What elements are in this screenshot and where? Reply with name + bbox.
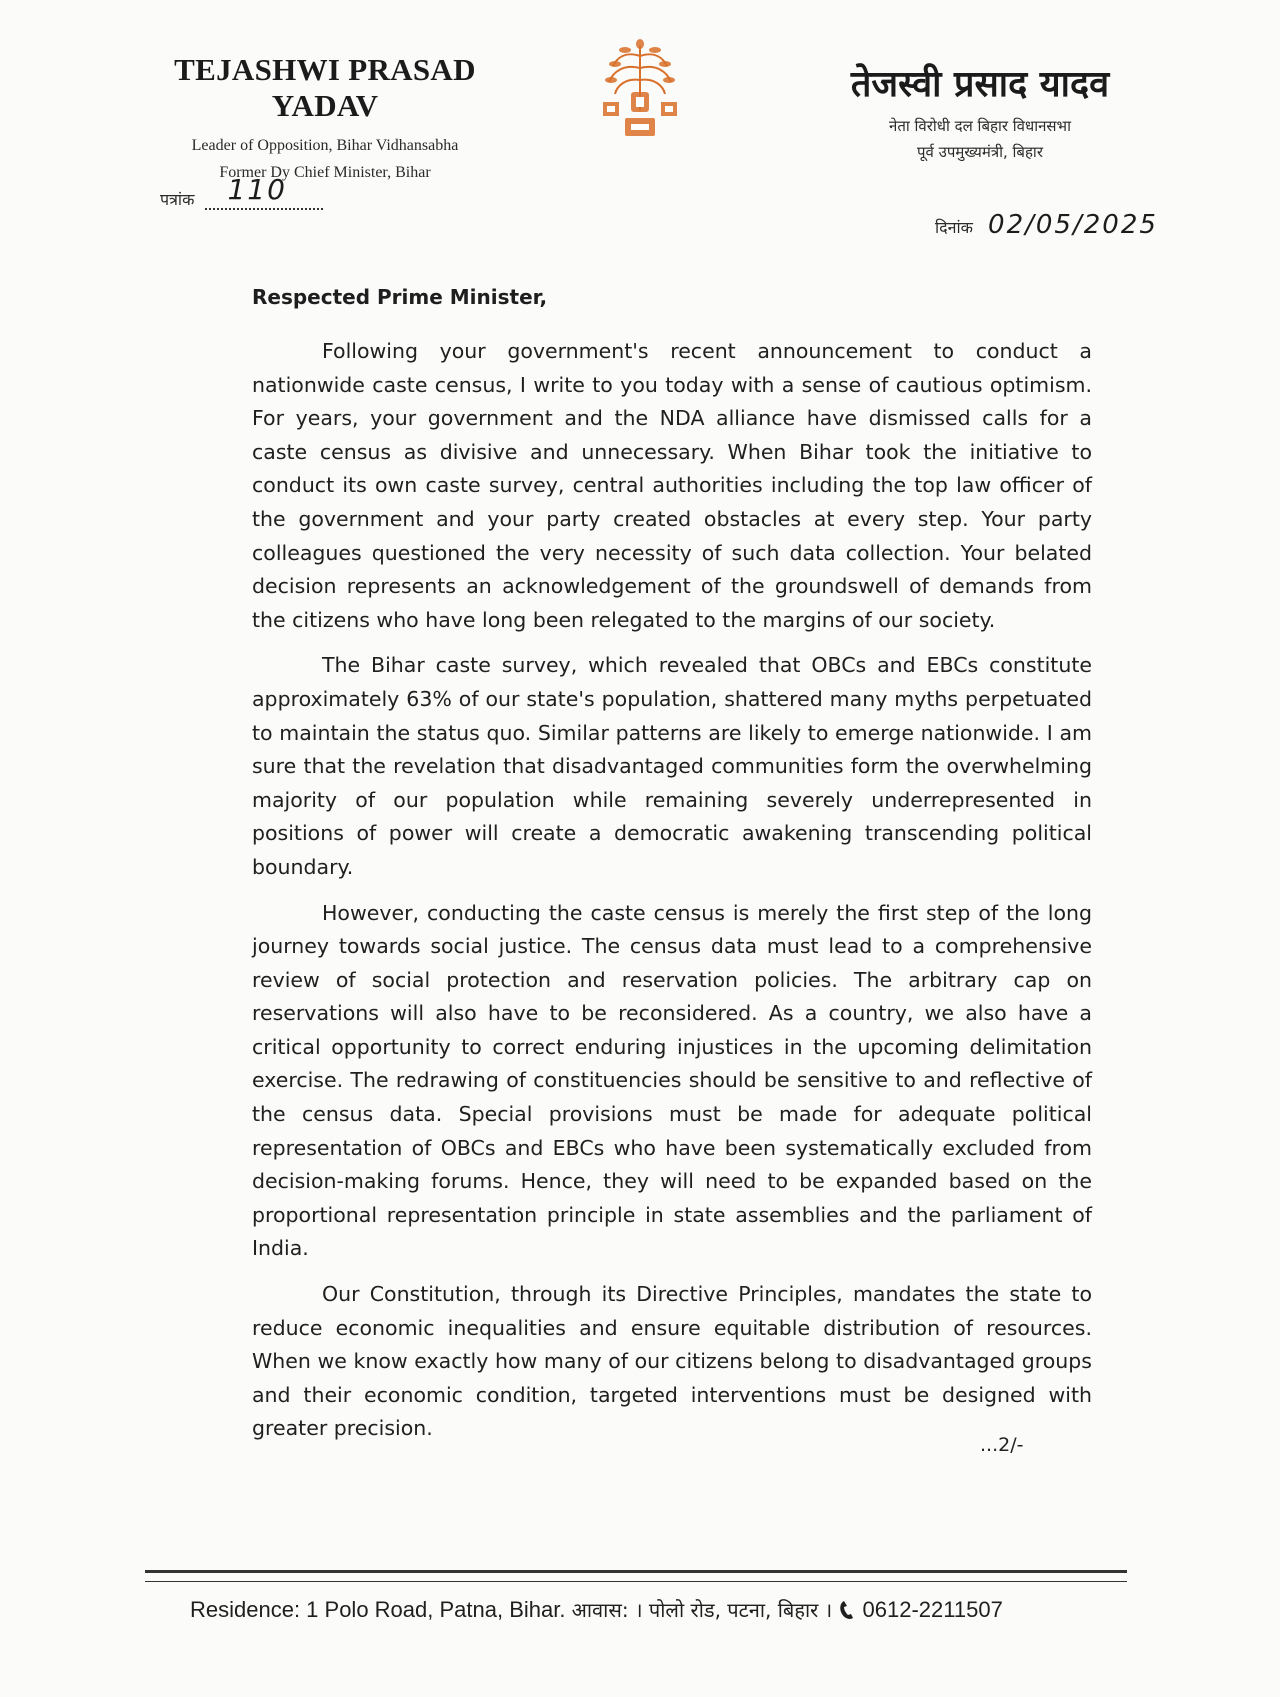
letterhead-hindi bbox=[800, 58, 1160, 165]
sender-name-english: TEJASHWI PRASAD YADAV bbox=[174, 52, 476, 123]
page-continuation: ...2/- bbox=[980, 1434, 1024, 1456]
reference-line bbox=[205, 173, 323, 210]
residence-hindi: आवास: । पोलो रोड, पटना, बिहार । bbox=[571, 1598, 833, 1622]
sender-title-english-1: Leader of Opposition, Bihar Vidhansabha bbox=[191, 137, 459, 154]
paragraph: However, conducting the caste census is merely the first step of the long journey towards social justice. The census data must lead to a comprehensive review of social protection and reservation policies. The arbitrary cap on reservations will also have to be reconsidered. As a country, we also have a critical opportunity to correct enduring injustices in the upcoming delimitation exercise. The redrawing of constituencies should be sensitive to and reflective of the census data. Special provisions must be made for adequate political representation of OBCs and EBCs who have been systematically excluded from decision-making forums. Hence, they will need to be expanded based on the proportional representation principle in state assemblies and the parliament of India. bbox=[252, 900, 1092, 1261]
reference-value: 110 bbox=[227, 173, 287, 206]
date-label: दिनांक bbox=[935, 218, 973, 237]
letter-date bbox=[935, 210, 1158, 240]
paragraph: Our Constitution, through its Directive Principles, mandates the state to reduce economic inequalities and ensure equitable distribution of resources. When we know exactly how many of our citizens belong to disadvantaged groups and their economic condition, targeted interventions must be designed with greater precision. bbox=[252, 1282, 1092, 1441]
lantern-tree-emblem-icon bbox=[595, 36, 685, 146]
sender-title-hindi-1: नेता विरोधी दल बिहार विधानसभा bbox=[889, 117, 1071, 135]
letter-body bbox=[252, 335, 1092, 1458]
salutation: Respected Prime Minister, bbox=[252, 285, 548, 309]
paragraph: The Bihar caste survey, which revealed that OBCs and EBCs constitute approximately 63% of our state's population, shattered many myths perpetuated to maintain the status quo. Similar patterns are likely to emerge nationwide. I am sure that the revelation that disadvantaged communities form the overwhelming majority of our population while remaining severely underrepresented in positions of power will create a democratic awakening transcending political boundary. bbox=[252, 653, 1092, 879]
paragraph: Following your government's recent announcement to conduct a nationwide caste census, I write to you today with a sense of cautious optimism. For years, your government and the NDA alliance have dismissed calls for a caste census as divisive and unnecessary. When Bihar took the initiative to conduct its own caste survey, central authorities including the top law officer of the government and your party created obstacles at every step. Your party colleagues questioned the very necessity of such data collection. Your belated decision represents an acknowledgement of the groundswell of demands from the citizens who have long been relegated to the margins of our society. bbox=[252, 339, 1092, 632]
reference-label: पत्रांक bbox=[160, 190, 195, 209]
footer-address bbox=[190, 1596, 1003, 1623]
letterhead-english bbox=[120, 52, 530, 186]
sender-name-hindi: तेजस्वी प्रसाद यादव bbox=[850, 64, 1110, 105]
sender-title-hindi-2: पूर्व उपमुख्यमंत्री, बिहार bbox=[917, 143, 1043, 161]
phone-icon bbox=[838, 1600, 856, 1620]
reference-number bbox=[160, 173, 323, 210]
sender-title-english-2: Former Dy Chief Minister, Bihar bbox=[219, 164, 431, 181]
residence-english: Residence: 1 Polo Road, Patna, Bihar. bbox=[190, 1597, 566, 1622]
footer-divider bbox=[145, 1570, 1127, 1582]
phone-number: 0612-2211507 bbox=[862, 1597, 1003, 1622]
date-value: 02/05/2025 bbox=[988, 210, 1158, 240]
